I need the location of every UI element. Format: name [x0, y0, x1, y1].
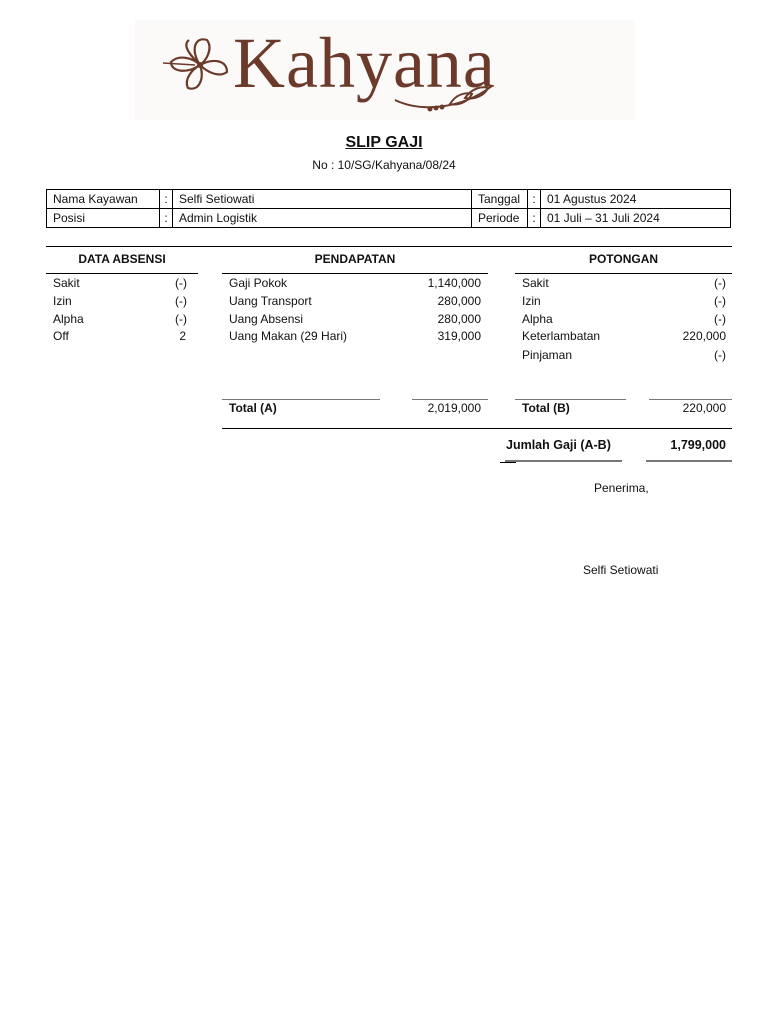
list-item-label: Uang Absensi [229, 312, 304, 326]
list-item-value: 220,000 [682, 329, 726, 343]
leaf-sprig-icon [390, 80, 500, 120]
absensi-heading: DATA ABSENSI [78, 252, 166, 266]
pay-period: 01 Juli – 31 Juli 2024 [541, 209, 731, 228]
divider [500, 462, 516, 463]
potongan-heading: POTONGAN [588, 252, 659, 266]
list-item-label: Off [53, 329, 69, 343]
list-item-value: 280,000 [437, 294, 481, 308]
employee-position: Admin Logistik [173, 209, 472, 228]
list-item-label: Keterlambatan [522, 329, 601, 343]
net-pay-label: Jumlah Gaji (A-B) [506, 438, 611, 452]
list-item-label: Alpha [522, 312, 553, 326]
label-employee-name: Nama Kayawan [47, 190, 160, 209]
separator: : [160, 190, 173, 209]
list-item-value: (-) [175, 312, 187, 326]
total-a-label: Total (A) [229, 401, 277, 415]
divider [222, 428, 732, 429]
logo-wordmark: Kahyana [233, 23, 496, 103]
list-item-value: 319,000 [437, 329, 481, 343]
table-row [47, 190, 731, 209]
list-item-label: Uang Transport [229, 294, 312, 308]
list-item-value: (-) [714, 276, 726, 290]
list-item-value: (-) [175, 294, 187, 308]
recipient-name: Selfi Setiowati [583, 563, 659, 577]
divider [505, 460, 622, 462]
label-period: Periode [472, 209, 528, 228]
table-row [47, 209, 731, 228]
list-item-label: Sakit [53, 276, 80, 290]
list-item-value: 2 [179, 329, 186, 343]
divider [46, 246, 732, 247]
list-item-value: (-) [714, 348, 726, 362]
list-item-label: Alpha [53, 312, 84, 326]
pendapatan-heading: PENDAPATAN [314, 252, 396, 266]
employee-name: Selfi Setiowati [173, 190, 472, 209]
label-date: Tanggal [472, 190, 528, 209]
label-position: Posisi [47, 209, 160, 228]
total-a-value: 2,019,000 [427, 401, 481, 415]
list-item-label: Izin [522, 294, 541, 308]
flower-logo-icon [155, 30, 245, 100]
separator: : [528, 190, 541, 209]
net-pay-value: 1,799,000 [670, 438, 726, 452]
list-item-label: Gaji Pokok [229, 276, 288, 290]
list-item-label: Pinjaman [522, 348, 573, 362]
page-title: SLIP GAJI [345, 134, 423, 151]
divider [646, 460, 732, 462]
employee-info-table [46, 189, 731, 228]
list-item-value: 1,140,000 [427, 276, 481, 290]
divider [222, 273, 488, 274]
list-item-value: (-) [714, 294, 726, 308]
list-item-value: 280,000 [437, 312, 481, 326]
divider [515, 273, 732, 274]
separator: : [528, 209, 541, 228]
recipient-label: Penerima, [594, 481, 649, 495]
list-item-label: Izin [53, 294, 72, 308]
list-item-label: Uang Makan (29 Hari) [229, 329, 348, 343]
slip-date: 01 Agustus 2024 [541, 190, 731, 209]
list-item-value: (-) [714, 312, 726, 326]
document-number: No : 10/SG/Kahyana/08/24 [312, 158, 456, 172]
divider [46, 273, 198, 274]
list-item-value: (-) [175, 276, 187, 290]
total-b-value: 220,000 [682, 401, 726, 415]
company-logo [135, 20, 635, 120]
total-b-label: Total (B) [522, 401, 570, 415]
separator: : [160, 209, 173, 228]
list-item-label: Sakit [522, 276, 549, 290]
